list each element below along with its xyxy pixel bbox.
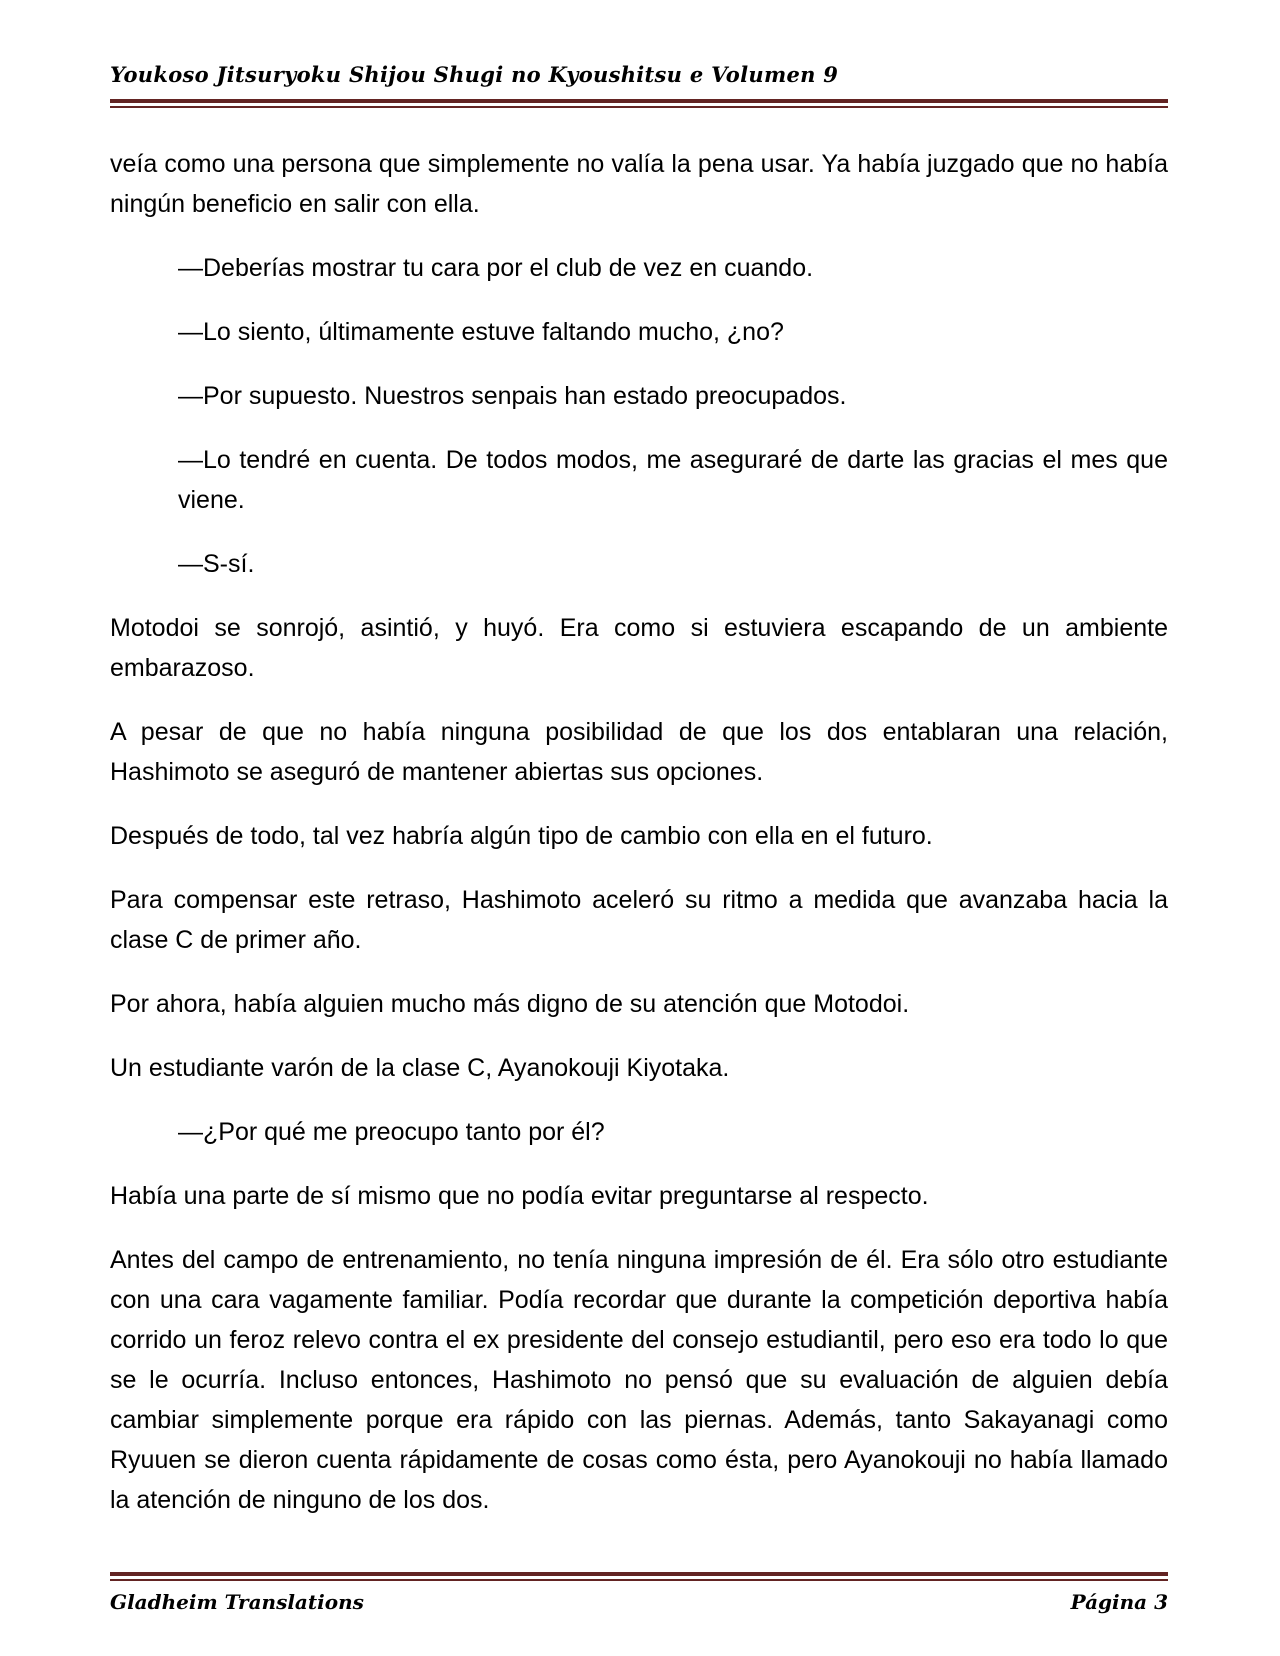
- header-rule: [110, 99, 1168, 108]
- page-footer: [110, 1572, 1168, 1614]
- paragraph: Después de todo, tal vez habría algún tipo de cambio con ella en el futuro.: [110, 822, 933, 850]
- footer-page-number: Página 3: [1070, 1590, 1168, 1614]
- footer-row: [110, 1590, 1168, 1614]
- footer-translator: Gladheim Translations: [110, 1590, 364, 1614]
- paragraph: —Lo siento, últimamente estuve faltando mucho, ¿no?: [178, 318, 784, 346]
- paragraph: —S-sí.: [178, 550, 255, 578]
- paragraph: Antes del campo de entrenamiento, no tenía ninguna impresión de él. Era sólo otro estudiante con una cara vagamente familiar. Podía recordar que durante la competición deportiva había corrido un feroz relevo contra el ex presidente del consejo estudiantil, pero eso era todo lo que se le ocurría. Incluso entonces, Hashimoto no pensó que su evaluación de alguien debía cambiar simplemente porque era rápido con las piernas. Además, tanto Sakayanagi como Ryuuen se dieron cuenta rápidamente de cosas como ésta, pero Ayanokouji no había llamado la atención de ninguno de los dos.: [110, 1246, 1168, 1514]
- paragraph: A pesar de que no había ninguna posibilidad de que los dos entablaran una relación, Hashimoto se aseguró de mantener abiertas sus opciones.: [110, 718, 1168, 786]
- paragraph: —Deberías mostrar tu cara por el club de vez en cuando.: [178, 254, 814, 282]
- header-title: Youkoso Jitsuryoku Shijou Shugi no Kyoushitsu e Volumen 9: [110, 62, 839, 87]
- paragraph: Para compensar este retraso, Hashimoto aceleró su ritmo a medida que avanzaba hacia la clase C de primer año.: [110, 886, 1168, 954]
- paragraph: Motodoi se sonrojó, asintió, y huyó. Era como si estuviera escapando de un ambiente embarazoso.: [110, 614, 1168, 682]
- paragraph: Un estudiante varón de la clase C, Ayanokouji Kiyotaka.: [110, 1054, 730, 1082]
- paragraph: —¿Por qué me preocupo tanto por él?: [178, 1118, 605, 1146]
- page-content: [110, 62, 1168, 1544]
- document-body: [110, 144, 1168, 1520]
- footer-rule: [110, 1572, 1168, 1581]
- paragraph: veía como una persona que simplemente no valía la pena usar. Ya había juzgado que no había ningún beneficio en salir con ella.: [110, 150, 1168, 218]
- paragraph: Por ahora, había alguien mucho más digno de su atención que Motodoi.: [110, 990, 910, 1018]
- paragraph: Había una parte de sí mismo que no podía evitar preguntarse al respecto.: [110, 1182, 929, 1210]
- paragraph: —Lo tendré en cuenta. De todos modos, me aseguraré de darte las gracias el mes que viene.: [178, 446, 1168, 514]
- paragraph: —Por supuesto. Nuestros senpais han estado preocupados.: [178, 382, 847, 410]
